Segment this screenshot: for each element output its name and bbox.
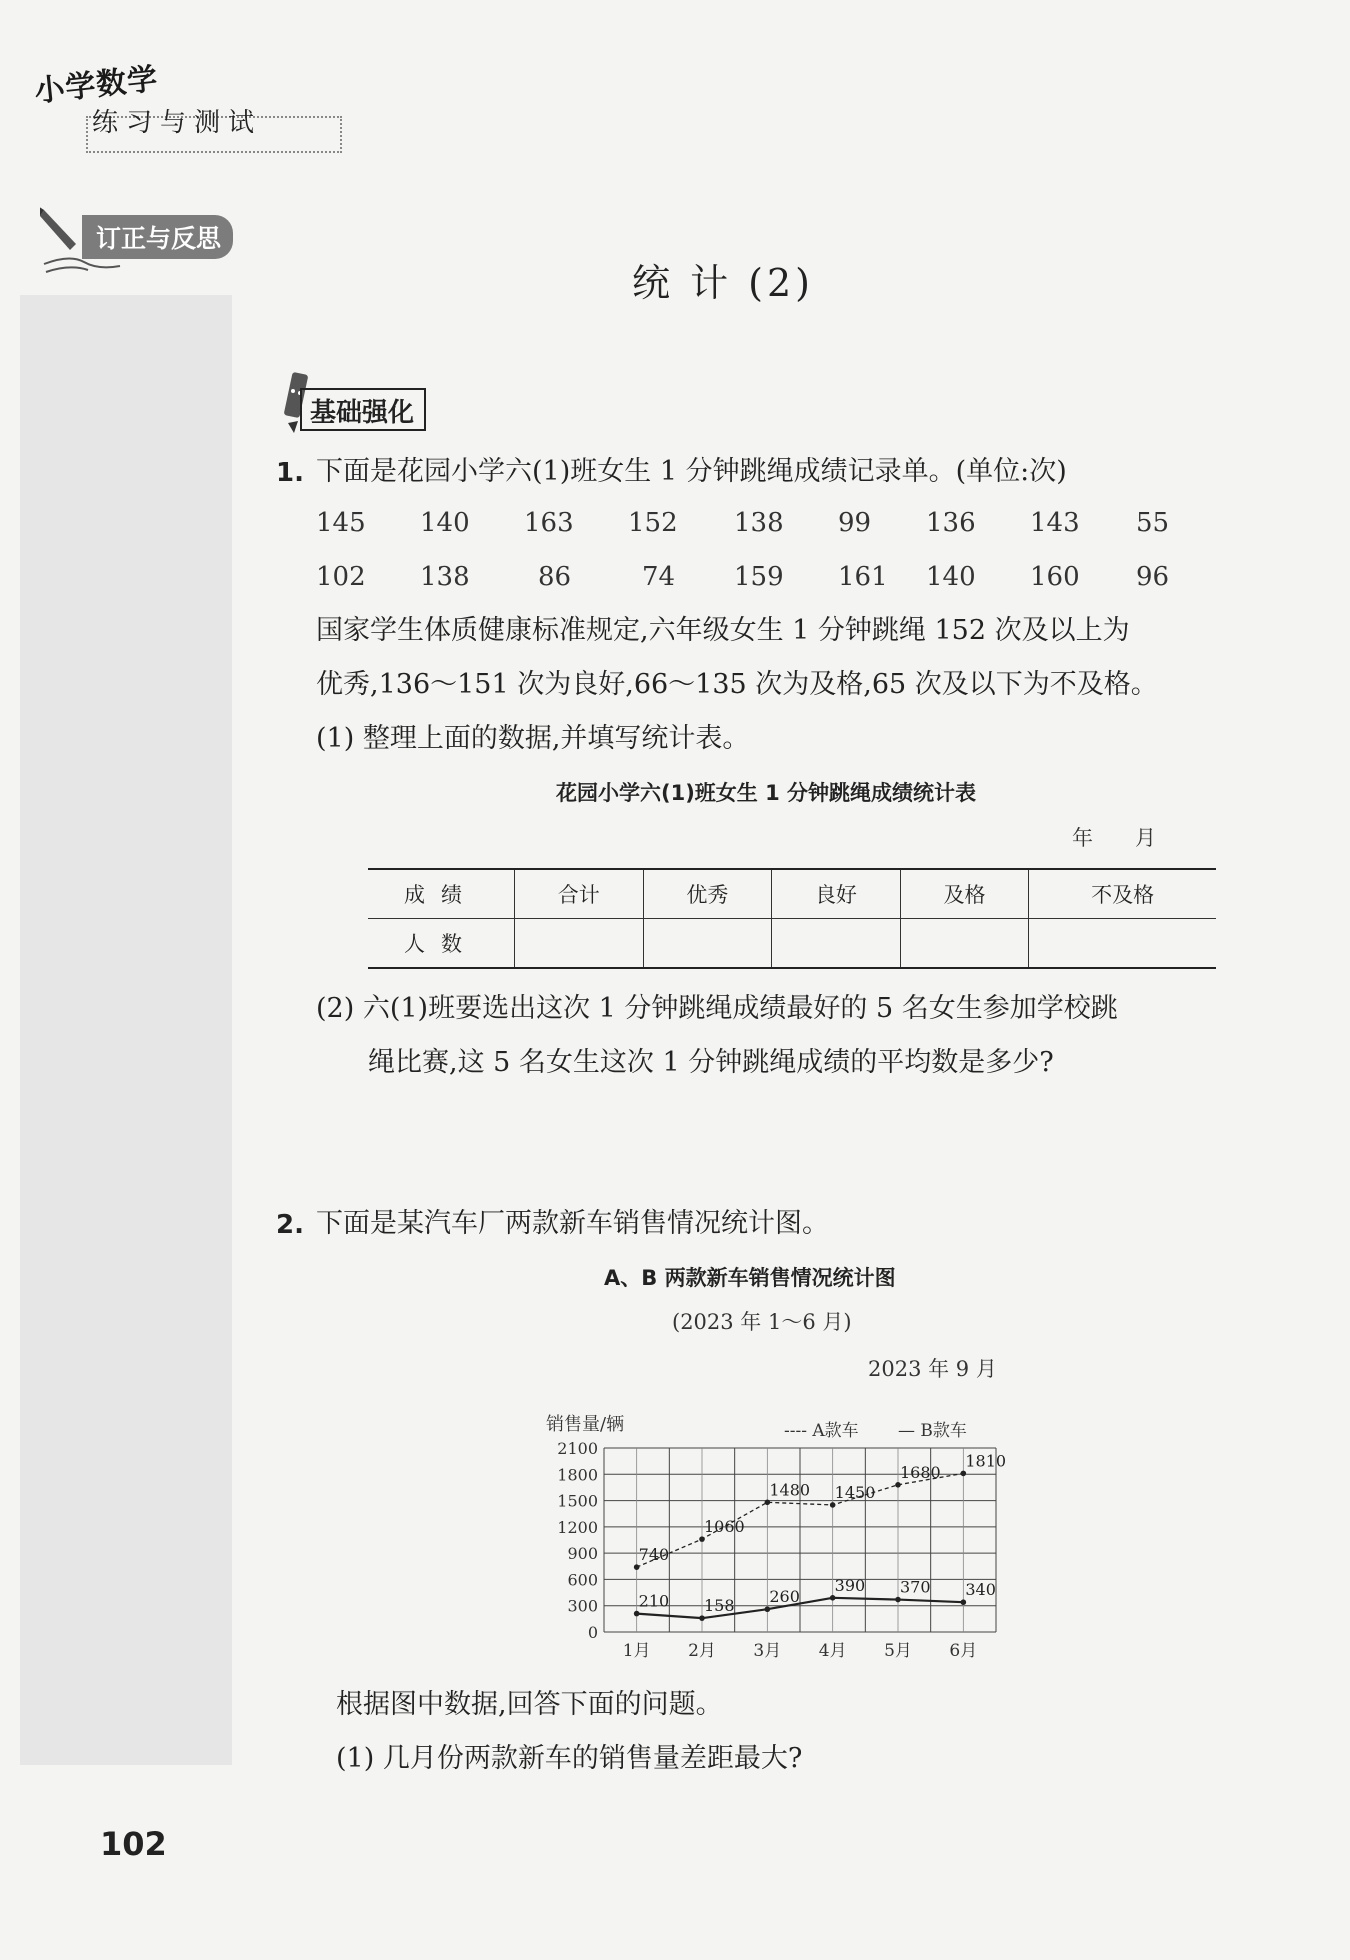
- score-value: 99: [838, 508, 872, 538]
- question-2-number: 2.: [276, 1210, 304, 1240]
- legend-b-label: — B款车: [898, 1421, 967, 1441]
- series-b-point: [765, 1606, 771, 1612]
- question-1-intro: 下面是花园小学六(1)班女生 1 分钟跳绳成绩记录单。(单位:次): [316, 456, 1067, 487]
- series-a-data-label: 1450: [834, 1482, 876, 1502]
- series-b-data-label: 158: [704, 1596, 735, 1616]
- score-value: 152: [628, 508, 678, 538]
- series-b-data-label: 390: [834, 1575, 866, 1595]
- series-b-data-label: 340: [965, 1580, 996, 1600]
- series-b-data-label: 370: [900, 1577, 931, 1597]
- score-value: 138: [420, 562, 470, 592]
- lesson-title: 统 计 (2): [632, 261, 814, 305]
- table-header-cell: 良好: [772, 869, 901, 919]
- score-value: 145: [316, 508, 366, 538]
- question-2-part-1: (1) 几月份两款新车的销售量差距最大?: [336, 1743, 803, 1774]
- page-number: 102: [100, 1825, 167, 1863]
- question-1-part-2-line-2: 绳比赛,这 5 名女生这次 1 分钟跳绳成绩的平均数是多少?: [368, 1047, 1054, 1078]
- scores-row-2: [316, 562, 1196, 602]
- legend-a-label: ---- A款车: [784, 1421, 859, 1441]
- revision-margin: [20, 295, 232, 1765]
- standard-line-2: 优秀,136～151 次为良好,66～135 次为及格,65 次及以下为不及格。: [316, 669, 1158, 700]
- chart-date-note: 2023 年 9 月: [868, 1357, 997, 1381]
- score-value: 160: [1030, 562, 1080, 592]
- series-a-point: [634, 1564, 640, 1570]
- series-b-point: [961, 1599, 967, 1605]
- y-tick-label: 2100: [557, 1439, 598, 1458]
- table-header-cell: 及格: [900, 869, 1029, 919]
- answer-cell[interactable]: [515, 919, 644, 969]
- answer-cell[interactable]: [772, 919, 901, 969]
- chart-title: A、B 两款新车销售情况统计图: [604, 1266, 896, 1290]
- y-tick-label: 1200: [557, 1517, 598, 1537]
- x-tick-label: 2月: [688, 1641, 716, 1661]
- stat-table: [368, 868, 1216, 969]
- question-1-part-2-line-1: (2) 六(1)班要选出这次 1 分钟跳绳成绩最好的 5 名女生参加学校跳: [316, 993, 1118, 1024]
- x-tick-label: 5月: [884, 1641, 912, 1661]
- series-b-point: [895, 1597, 901, 1603]
- series-b-point: [699, 1615, 705, 1621]
- score-value: 96: [1136, 562, 1170, 592]
- score-value: 74: [642, 562, 676, 592]
- sales-line-chart: [520, 1400, 1020, 1670]
- series-a-point: [830, 1502, 836, 1508]
- question-1-part-1: (1) 整理上面的数据,并填写统计表。: [316, 723, 750, 754]
- revision-label: 订正与反思: [82, 215, 233, 259]
- series-b-point: [830, 1595, 836, 1601]
- y-tick-label: 600: [567, 1570, 598, 1590]
- series-b-point: [634, 1611, 640, 1617]
- series-a-point: [961, 1471, 967, 1477]
- stat-table-date: 年 月: [1072, 826, 1156, 850]
- y-tick-label: 1500: [557, 1491, 598, 1511]
- score-value: 140: [926, 562, 976, 592]
- series-a-data-label: 1060: [704, 1517, 745, 1537]
- score-value: 86: [538, 562, 572, 592]
- y-tick-label: 0: [587, 1623, 598, 1642]
- score-value: 143: [1030, 508, 1080, 538]
- book-series-title: 小学数学: [32, 61, 160, 110]
- score-value: 159: [734, 562, 784, 592]
- x-tick-label: 4月: [818, 1641, 847, 1661]
- book-subtitle: 练习与测试: [92, 108, 263, 138]
- y-axis-label: 销售量/辆: [546, 1414, 625, 1435]
- answer-cell[interactable]: [1029, 919, 1216, 969]
- question-2-after-chart: 根据图中数据,回答下面的问题。: [336, 1689, 723, 1720]
- series-a-data-label: 1480: [769, 1480, 811, 1500]
- scores-row-1: [316, 508, 1196, 548]
- table-row-label: 人数: [368, 919, 515, 969]
- table-header-cell: 不及格: [1029, 869, 1216, 919]
- y-tick-label: 900: [567, 1544, 598, 1564]
- y-tick-label: 1800: [557, 1465, 598, 1485]
- question-1-number: 1.: [276, 458, 304, 488]
- y-tick-label: 300: [567, 1596, 598, 1616]
- series-a-point: [765, 1500, 771, 1506]
- standard-line-1: 国家学生体质健康标准规定,六年级女生 1 分钟跳绳 152 次及以上为: [316, 615, 1130, 646]
- stat-table-title: 花园小学六(1)班女生 1 分钟跳绳成绩统计表: [556, 781, 977, 805]
- series-a-point: [699, 1536, 705, 1542]
- score-value: 55: [1136, 508, 1170, 538]
- chart-subtitle: (2023 年 1～6 月): [672, 1310, 852, 1334]
- score-value: 140: [420, 508, 470, 538]
- series-a-data-label: 740: [638, 1545, 670, 1565]
- table-header-cell: 成绩: [368, 869, 515, 919]
- series-b-data-label: 210: [638, 1591, 670, 1611]
- table-header-row: [368, 869, 1216, 919]
- score-value: 138: [734, 508, 784, 538]
- answer-cell[interactable]: [643, 919, 772, 969]
- answer-cell[interactable]: [900, 919, 1029, 969]
- series-a-data-label: 1680: [900, 1462, 941, 1482]
- question-2-intro: 下面是某汽车厂两款新车销售情况统计图。: [316, 1208, 829, 1239]
- series-a-point: [895, 1482, 901, 1488]
- series-a-data-label: 1810: [965, 1451, 1007, 1471]
- table-row: [368, 919, 1216, 969]
- series-b-data-label: 260: [769, 1587, 800, 1607]
- table-header-cell: 优秀: [643, 869, 772, 919]
- x-tick-label: 3月: [753, 1641, 782, 1661]
- table-header-cell: 合计: [515, 869, 644, 919]
- x-tick-label: 1月: [622, 1641, 651, 1661]
- score-value: 102: [316, 562, 366, 592]
- x-tick-label: 6月: [949, 1641, 978, 1661]
- score-value: 161: [838, 562, 888, 592]
- score-value: 136: [926, 508, 976, 538]
- section-label: 基础强化: [300, 388, 426, 431]
- score-value: 163: [524, 508, 574, 538]
